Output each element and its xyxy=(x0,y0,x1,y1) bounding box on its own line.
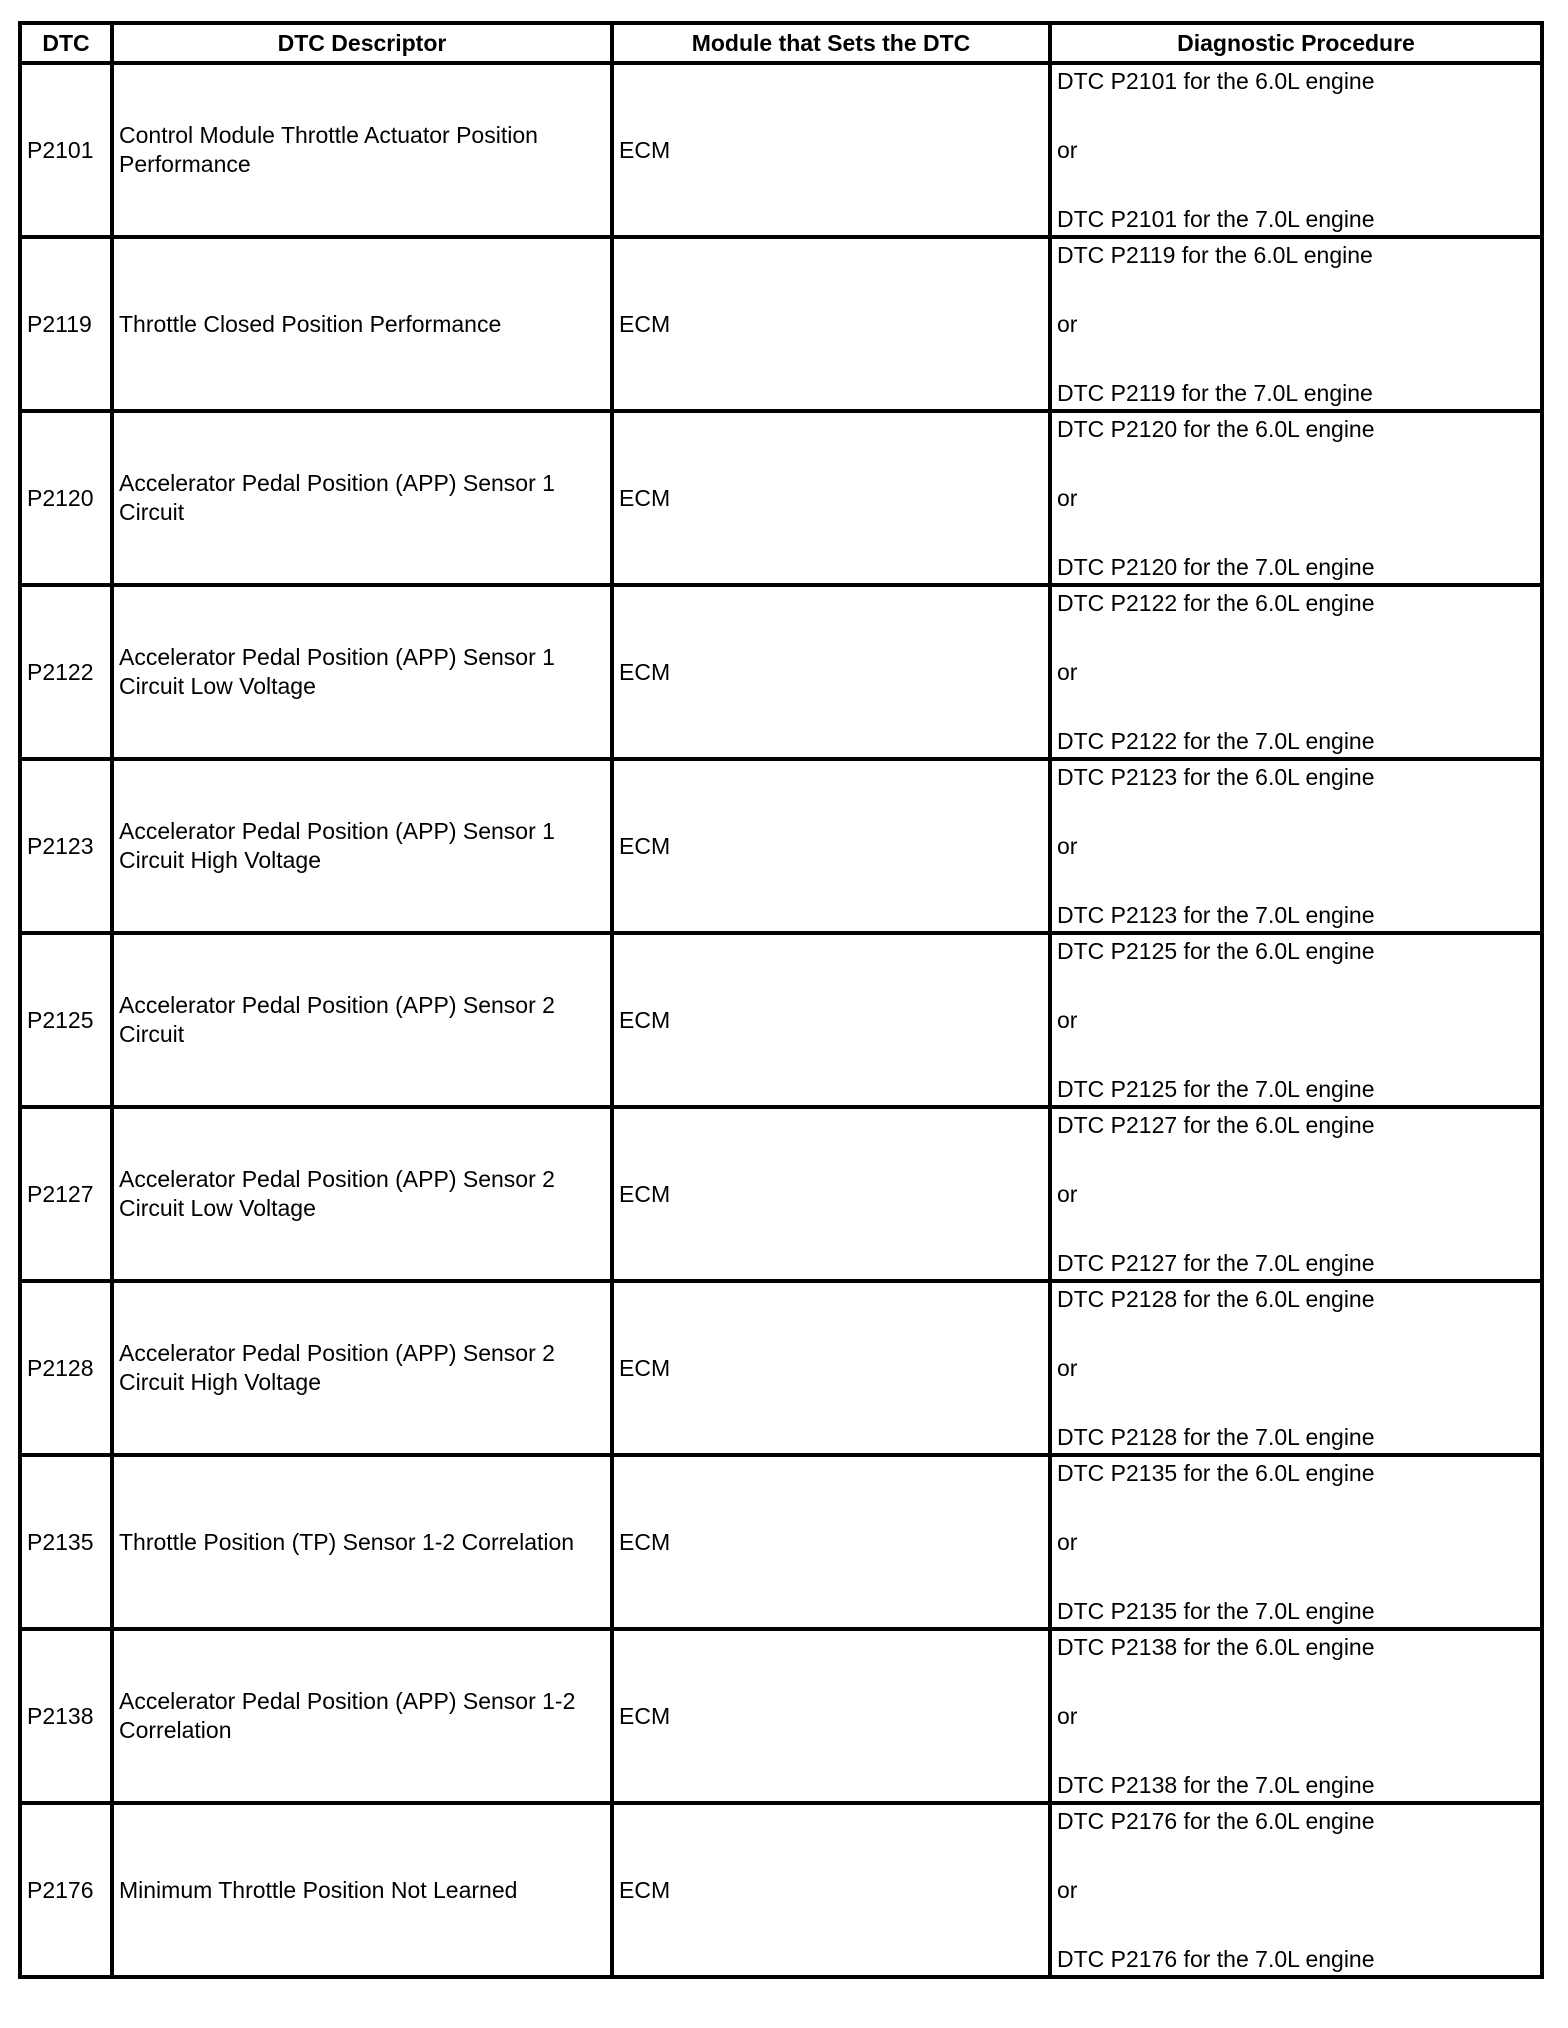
dtc-code-cell: P2123 xyxy=(20,759,112,933)
table-body xyxy=(20,63,1542,1977)
diagnostic-procedure-cell xyxy=(1050,1455,1542,1629)
dtc-descriptor-cell: Accelerator Pedal Position (APP) Sensor 1-2 Correlation xyxy=(112,1629,612,1803)
diagnostic-procedure-cell xyxy=(1050,759,1542,933)
module-cell: ECM xyxy=(612,585,1050,759)
module-cell: ECM xyxy=(612,1803,1050,1977)
procedure-or-text: or xyxy=(1057,137,1078,163)
table-row xyxy=(20,1281,1542,1455)
dtc-descriptor-cell: Control Module Throttle Actuator Position Performance xyxy=(112,63,612,237)
procedure-or-text: or xyxy=(1057,1529,1078,1555)
dtc-code-cell: P2122 xyxy=(20,585,112,759)
procedure-lines xyxy=(1057,1283,1535,1453)
dtc-code-cell: P2120 xyxy=(20,411,112,585)
procedure-link-text: DTC P2122 for the 7.0L engine xyxy=(1057,728,1375,754)
diagnostic-procedure-cell xyxy=(1050,63,1542,237)
procedure-lines xyxy=(1057,413,1535,583)
table-row xyxy=(20,1107,1542,1281)
diagnostic-procedure-cell xyxy=(1050,1629,1542,1803)
procedure-link-text: DTC P2125 for the 6.0L engine xyxy=(1057,938,1375,964)
table-row xyxy=(20,63,1542,237)
diagnostic-procedure-cell xyxy=(1050,585,1542,759)
dtc-descriptor-cell: Accelerator Pedal Position (APP) Sensor 2 Circuit Low Voltage xyxy=(112,1107,612,1281)
table-row xyxy=(20,1803,1542,1977)
procedure-or-text: or xyxy=(1057,1703,1078,1729)
procedure-link-text: DTC P2176 for the 7.0L engine xyxy=(1057,1946,1375,1972)
table-row xyxy=(20,237,1542,411)
procedure-or-text: or xyxy=(1057,1181,1078,1207)
procedure-link-text: DTC P2101 for the 6.0L engine xyxy=(1057,68,1375,94)
procedure-link-text: DTC P2127 for the 6.0L engine xyxy=(1057,1112,1375,1138)
procedure-or-text: or xyxy=(1057,833,1078,859)
procedure-or-text: or xyxy=(1057,311,1078,337)
module-cell: ECM xyxy=(612,933,1050,1107)
dtc-descriptor-cell: Accelerator Pedal Position (APP) Sensor 1 Circuit xyxy=(112,411,612,585)
procedure-link-text: DTC P2135 for the 6.0L engine xyxy=(1057,1460,1375,1486)
procedure-or-text: or xyxy=(1057,659,1078,685)
dtc-descriptor-cell: Throttle Closed Position Performance xyxy=(112,237,612,411)
procedure-link-text: DTC P2123 for the 7.0L engine xyxy=(1057,902,1375,928)
procedure-link-text: DTC P2138 for the 6.0L engine xyxy=(1057,1634,1375,1660)
dtc-descriptor-cell: Minimum Throttle Position Not Learned xyxy=(112,1803,612,1977)
diagnostic-procedure-cell xyxy=(1050,1803,1542,1977)
procedure-lines xyxy=(1057,1631,1535,1801)
table-row xyxy=(20,933,1542,1107)
module-cell: ECM xyxy=(612,63,1050,237)
procedure-link-text: DTC P2119 for the 6.0L engine xyxy=(1057,242,1373,268)
procedure-or-text: or xyxy=(1057,1007,1078,1033)
dtc-code-cell: P2127 xyxy=(20,1107,112,1281)
procedure-or-text: or xyxy=(1057,1355,1078,1381)
column-header-module: Module that Sets the DTC xyxy=(612,23,1050,63)
procedure-lines xyxy=(1057,239,1535,409)
procedure-or-text: or xyxy=(1057,485,1078,511)
column-header-procedure: Diagnostic Procedure xyxy=(1050,23,1542,63)
procedure-lines xyxy=(1057,1109,1535,1279)
procedure-link-text: DTC P2120 for the 7.0L engine xyxy=(1057,554,1375,580)
module-cell: ECM xyxy=(612,759,1050,933)
procedure-link-text: DTC P2119 for the 7.0L engine xyxy=(1057,380,1373,406)
procedure-link-text: DTC P2135 for the 7.0L engine xyxy=(1057,1598,1375,1624)
module-cell: ECM xyxy=(612,237,1050,411)
dtc-code-cell: P2135 xyxy=(20,1455,112,1629)
diagnostic-procedure-cell xyxy=(1050,411,1542,585)
diagnostic-procedure-cell xyxy=(1050,237,1542,411)
procedure-link-text: DTC P2128 for the 6.0L engine xyxy=(1057,1286,1375,1312)
dtc-code-cell: P2101 xyxy=(20,63,112,237)
procedure-lines xyxy=(1057,1457,1535,1627)
diagnostic-procedure-cell xyxy=(1050,933,1542,1107)
procedure-link-text: DTC P2122 for the 6.0L engine xyxy=(1057,590,1375,616)
module-cell: ECM xyxy=(612,411,1050,585)
module-cell: ECM xyxy=(612,1629,1050,1803)
table-row xyxy=(20,1455,1542,1629)
diagnostic-procedure-cell xyxy=(1050,1281,1542,1455)
dtc-code-cell: P2176 xyxy=(20,1803,112,1977)
dtc-table xyxy=(18,21,1544,1979)
procedure-link-text: DTC P2123 for the 6.0L engine xyxy=(1057,764,1375,790)
dtc-code-cell: P2138 xyxy=(20,1629,112,1803)
module-cell: ECM xyxy=(612,1281,1050,1455)
column-header-descriptor: DTC Descriptor xyxy=(112,23,612,63)
dtc-descriptor-cell: Throttle Position (TP) Sensor 1-2 Correlation xyxy=(112,1455,612,1629)
table-row xyxy=(20,411,1542,585)
dtc-descriptor-cell: Accelerator Pedal Position (APP) Sensor 1 Circuit Low Voltage xyxy=(112,585,612,759)
table-row xyxy=(20,585,1542,759)
dtc-code-cell: P2119 xyxy=(20,237,112,411)
procedure-link-text: DTC P2127 for the 7.0L engine xyxy=(1057,1250,1375,1276)
module-cell: ECM xyxy=(612,1107,1050,1281)
table-header-row xyxy=(20,23,1542,63)
procedure-or-text: or xyxy=(1057,1877,1078,1903)
dtc-descriptor-cell: Accelerator Pedal Position (APP) Sensor 2 Circuit High Voltage xyxy=(112,1281,612,1455)
procedure-link-text: DTC P2138 for the 7.0L engine xyxy=(1057,1772,1375,1798)
procedure-lines xyxy=(1057,65,1535,235)
procedure-link-text: DTC P2125 for the 7.0L engine xyxy=(1057,1076,1375,1102)
procedure-link-text: DTC P2101 for the 7.0L engine xyxy=(1057,206,1375,232)
procedure-link-text: DTC P2120 for the 6.0L engine xyxy=(1057,416,1375,442)
table-row xyxy=(20,1629,1542,1803)
procedure-lines xyxy=(1057,1805,1535,1975)
procedure-lines xyxy=(1057,935,1535,1105)
column-header-dtc: DTC xyxy=(20,23,112,63)
module-cell: ECM xyxy=(612,1455,1050,1629)
dtc-descriptor-cell: Accelerator Pedal Position (APP) Sensor 2 Circuit xyxy=(112,933,612,1107)
dtc-descriptor-cell: Accelerator Pedal Position (APP) Sensor 1 Circuit High Voltage xyxy=(112,759,612,933)
procedure-link-text: DTC P2176 for the 6.0L engine xyxy=(1057,1808,1375,1834)
dtc-code-cell: P2125 xyxy=(20,933,112,1107)
procedure-lines xyxy=(1057,587,1535,757)
procedure-link-text: DTC P2128 for the 7.0L engine xyxy=(1057,1424,1375,1450)
diagnostic-procedure-cell xyxy=(1050,1107,1542,1281)
dtc-code-cell: P2128 xyxy=(20,1281,112,1455)
procedure-lines xyxy=(1057,761,1535,931)
table-row xyxy=(20,759,1542,933)
